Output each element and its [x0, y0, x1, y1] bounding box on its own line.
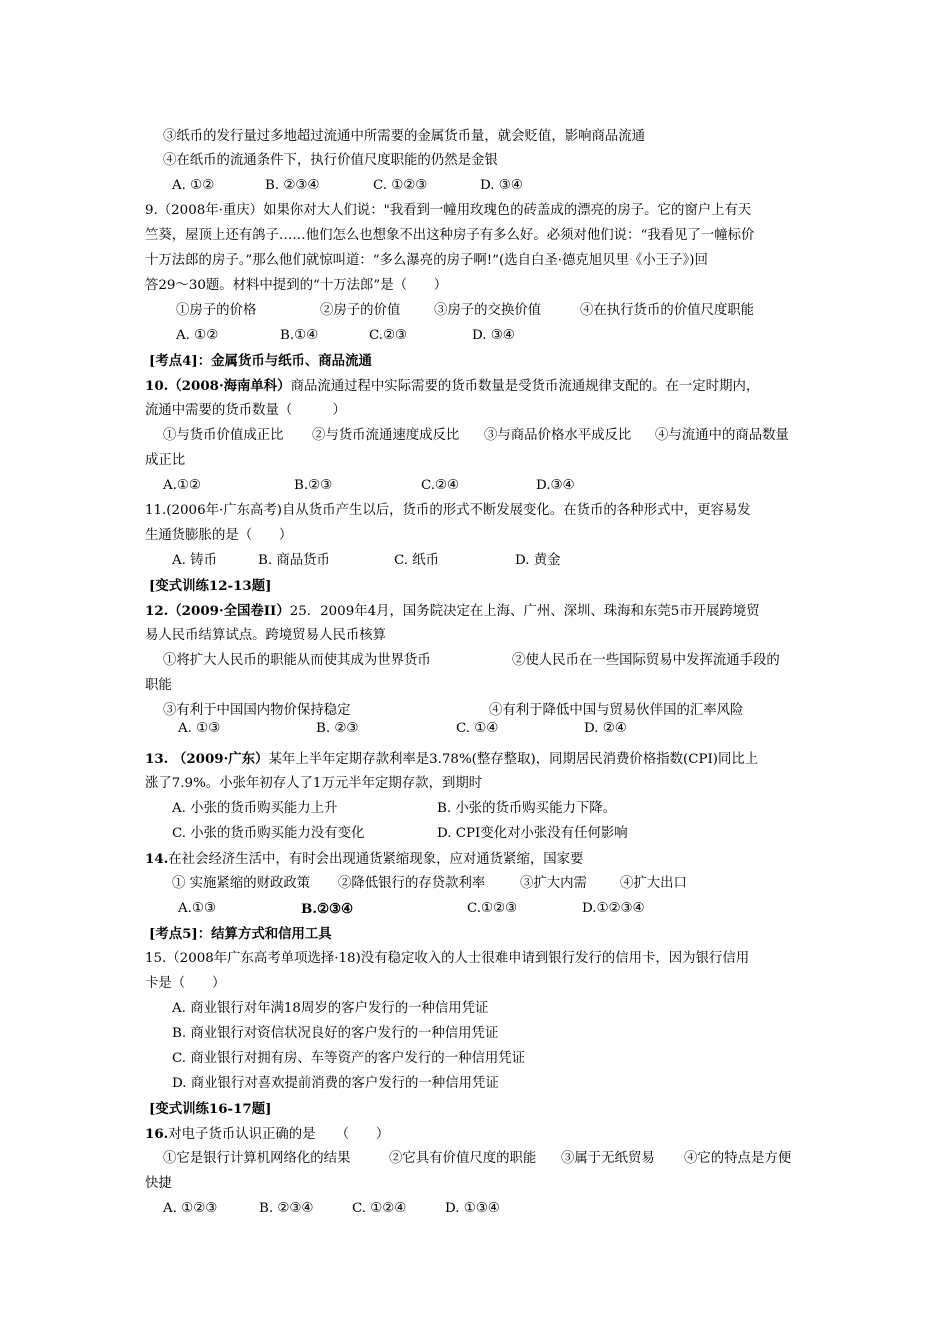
q13-option-b: B. 小张的货币购买能力下降。 — [437, 801, 617, 816]
q14-head: 14. — [145, 851, 169, 867]
q9-item-4: ④在执行货币的价值尺度职能 — [580, 303, 755, 318]
q14-option-a: A.①③ — [178, 901, 216, 916]
q11-line-1: 11.(2006年·广东高考)自从货币产生以后，货币的形式不断发展变化。在货币的各种形式中，更容易发 — [145, 503, 751, 518]
q10-line-4: 成正比 — [145, 453, 186, 468]
q16-line-1-text: 对电子货币认识正确的是 （ ） — [168, 1127, 390, 1142]
q11-option-b: B. 商品货币 — [258, 553, 330, 568]
q9-option-a: A. ①② — [176, 328, 219, 343]
q16-option-c: C. ①②④ — [352, 1201, 407, 1216]
q16-line-3: 快捷 — [145, 1176, 172, 1191]
q14-option-b: B.②③④ — [301, 901, 353, 917]
section-4-heading: [考点4]：金属货币与纸币、商品流通 — [149, 353, 372, 369]
q9-option-b: B.①④ — [280, 328, 319, 343]
q16-option-a: A. ①②③ — [163, 1201, 218, 1216]
q10-option-a: A.①② — [163, 478, 201, 493]
q14-option-d: D.①②③④ — [582, 901, 645, 916]
q15-option-b: B. 商业银行对资信状况良好的客户发行的一种信用凭证 — [172, 1026, 499, 1041]
q14-item-1: ① 实施紧缩的财政政策 — [172, 876, 311, 891]
q10-option-b: B.②③ — [294, 478, 333, 493]
q15-option-d: D. 商业银行对喜欢提前消费的客户发行的一种信用凭证 — [172, 1076, 499, 1091]
q9-option-d: D. ③④ — [472, 328, 515, 343]
q10-item-2: ②与货币流通速度成反比 — [312, 428, 460, 443]
q16-option-d: D. ①③④ — [445, 1201, 500, 1216]
q15-option-a: A. 商业银行对年满18周岁的客户发行的一种信用凭证 — [172, 1001, 489, 1016]
q13-option-d: D. CPI变化对小张没有任何影响 — [437, 826, 628, 841]
q16-line-1 — [145, 1125, 389, 1144]
q10-line-1 — [145, 377, 759, 396]
q10-item-4: ④与流通中的商品数量 — [655, 428, 789, 443]
q13-option-c: C. 小张的货币购买能力没有变化 — [172, 826, 365, 841]
q8-option-b: B. ②③④ — [265, 178, 320, 193]
q9-option-c: C.②③ — [369, 328, 408, 343]
section-5-heading: [考点5]：结算方式和信用工具 — [149, 926, 332, 942]
q16-item-3: ③属于无纸贸易 — [561, 1151, 655, 1166]
q12-line-1-text: 25．2009年4月，国务院决定在上海、广州、深圳、珠海和东莞5市开展跨境贸 — [289, 604, 760, 619]
q9-item-1: ①房子的价格 — [176, 303, 257, 318]
q14-line-1-text: 在社会经济生活中，有时会出现通货紧缩现象，应对通货紧缩，国家要 — [168, 852, 584, 867]
q9-line-1: 9.（2008年·重庆）如果你对大人们说："我看到一幢用玫瑰色的砖盖成的漂亮的房子。它的窗户上有天 — [145, 203, 752, 218]
q12-option-c: C. ①④ — [456, 721, 499, 736]
q8-option-c: C. ①②③ — [373, 178, 428, 193]
q10-item-1: ①与货币价值成正比 — [163, 428, 284, 443]
q14-option-c: C.①②③ — [467, 901, 518, 916]
q12-option-a: A. ①③ — [178, 721, 221, 736]
q12-line-2: 易人民币结算试点。跨境贸易人民币核算 — [145, 628, 387, 643]
q10-line-1-text: 商品流通过程中实际需要的货币数量是受货币流通规律支配的。在一定时期内， — [290, 379, 760, 394]
q8-statement-3: ③纸币的发行量过多地超过流通中所需要的金属货币量，就会贬值，影响商品流通 — [163, 129, 646, 144]
q10-option-d: D.③④ — [536, 478, 575, 493]
q13-option-a: A. 小张的货币购买能力上升 — [172, 801, 338, 816]
q15-option-c: C. 商业银行对拥有房、车等资产的客户发行的一种信用凭证 — [172, 1051, 526, 1066]
q14-item-2: ②降低银行的存贷款利率 — [338, 876, 486, 891]
q11-option-a: A. 铸币 — [172, 553, 217, 568]
q10-line-2: 流通中需要的货币数量（ ） — [145, 403, 346, 418]
q10-item-3: ③与商品价格水平成反比 — [484, 428, 632, 443]
q13-line-2: 涨了7.9%。小张年初存人了1万元半年定期存款，到期时 — [145, 776, 483, 791]
q10-option-c: C.②④ — [421, 478, 460, 493]
q12-item-1: ①将扩大人民币的职能从而使其成为世界货币 — [163, 653, 431, 668]
q11-line-2: 生通货膨胀的是（ ） — [145, 528, 293, 543]
q9-item-2: ②房子的价值 — [320, 303, 401, 318]
q11-option-c: C. 纸币 — [394, 553, 440, 568]
variant-12-13-heading: [变式训练12-13题] — [149, 578, 272, 594]
q8-statement-4: ④在纸币的流通条件下，执行价值尺度职能的仍然是金银 — [163, 153, 498, 168]
q16-item-1: ①它是银行计算机网络化的结果 — [163, 1151, 351, 1166]
q13-line-1 — [145, 750, 758, 769]
q13-line-1-text: 某年上半年定期存款利率是3.78%(整存整取)，同期居民消费价格指数(CPI)同比上 — [268, 752, 759, 767]
q9-item-3: ③房子的交换价值 — [434, 303, 542, 318]
q16-option-b: B. ②③④ — [259, 1201, 314, 1216]
q12-option-d: D. ②④ — [584, 721, 627, 736]
q9-line-3: 十万法郎的房子。”那么他们就惊叫道：“多么瀑亮的房子啊!”(选自白圣·德克旭贝里《小王子》)回 — [145, 253, 708, 268]
q12-option-b: B. ②③ — [316, 721, 359, 736]
q12-item-2: ②使人民币在一些国际贸易中发挥流通手段的 — [512, 653, 780, 668]
q16-item-2: ②它具有价值尺度的职能 — [389, 1151, 537, 1166]
q15-line-1: 15.（2008年广东高考单项选择·18)没有稳定收入的人士很难申请到银行发行的信用卡，因为银行信用 — [145, 951, 750, 966]
q12-item-3: ③有利于中国国内物价保持稳定 — [163, 703, 351, 718]
q11-option-d: D. 黄金 — [515, 553, 561, 568]
q14-line-1 — [145, 850, 583, 869]
q12-head: 12.（2009·全国卷II） — [145, 603, 290, 619]
variant-16-17-heading: [变式训练16-17题] — [149, 1101, 272, 1117]
q16-item-4: ④它的特点是方便 — [684, 1151, 792, 1166]
q13-head: 13. （2009·广东） — [145, 751, 269, 767]
q9-line-2: 竺葵，屋顶上还有鸽子……他们怎么也想象不出这种房子有多么好。必须对他们说：“我看见了一幢标价 — [145, 228, 755, 243]
q15-line-2: 卡是（ ） — [145, 976, 226, 991]
q14-item-3: ③扩大内需 — [520, 876, 587, 891]
q14-item-4: ④扩大出口 — [620, 876, 687, 891]
q8-option-a: A. ①② — [172, 178, 215, 193]
q12-line-1 — [145, 602, 760, 621]
q9-line-4: 答29～30题。材料中提到的“十万法郎”是（ ） — [145, 278, 448, 293]
q8-option-d: D. ③④ — [480, 178, 523, 193]
q12-item-4: ④有利于降低中国与贸易伙伴国的汇率风险 — [489, 703, 744, 718]
q10-head: 10.（2008·海南单科） — [145, 378, 291, 394]
q16-head: 16. — [145, 1126, 169, 1142]
q12-line-4: 职能 — [145, 678, 172, 693]
